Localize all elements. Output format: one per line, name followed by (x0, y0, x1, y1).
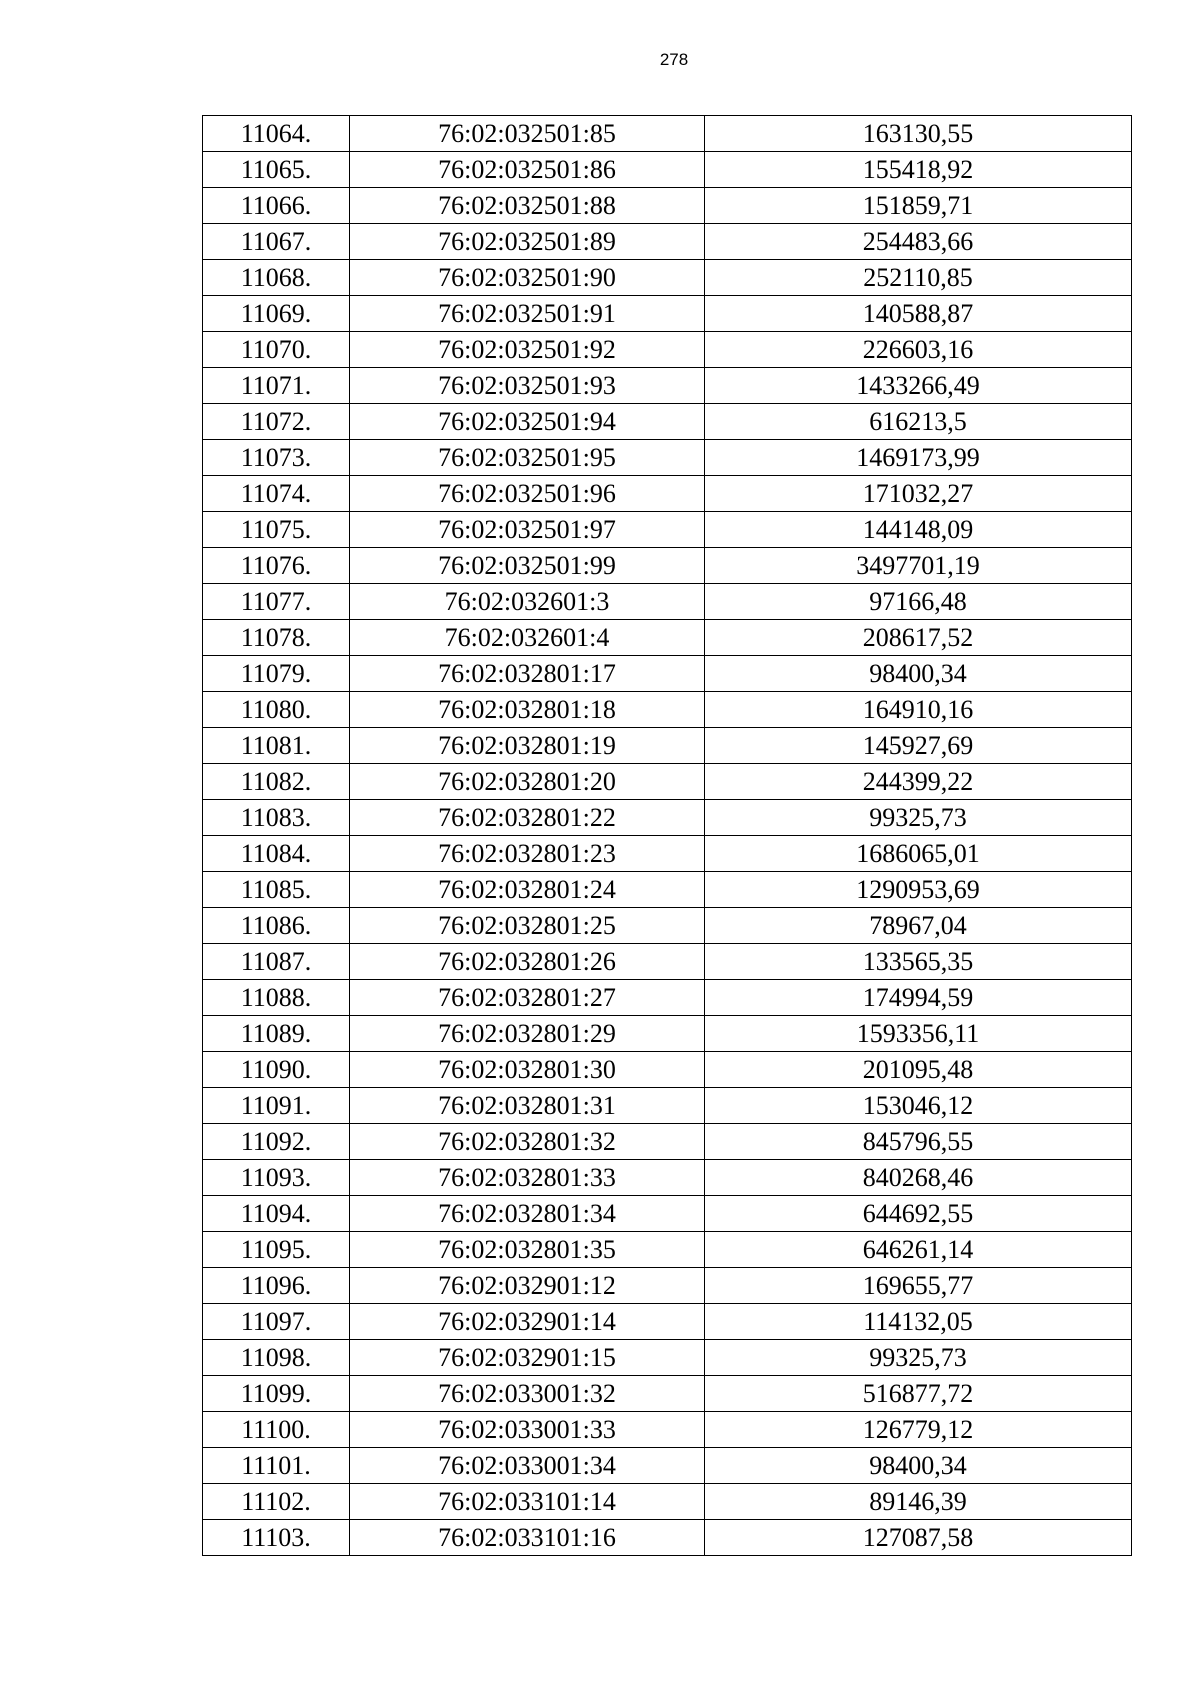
table-row (203, 224, 1132, 260)
value-cell: 164910,16 (705, 692, 1132, 728)
value-cell: 151859,71 (705, 188, 1132, 224)
value-cell: 126779,12 (705, 1412, 1132, 1448)
row-number-cell: 11091. (203, 1088, 350, 1124)
table-row (203, 1340, 1132, 1376)
page-number: 278 (659, 50, 689, 69)
value-cell: 133565,35 (705, 944, 1132, 980)
value-cell: 97166,48 (705, 584, 1132, 620)
value-cell: 155418,92 (705, 152, 1132, 188)
value-cell: 516877,72 (705, 1376, 1132, 1412)
value-cell: 89146,39 (705, 1484, 1132, 1520)
value-cell: 226603,16 (705, 332, 1132, 368)
cadastral-number-cell: 76:02:032801:26 (350, 944, 705, 980)
row-number-cell: 11080. (203, 692, 350, 728)
table-row (203, 1160, 1132, 1196)
value-cell: 1290953,69 (705, 872, 1132, 908)
cadastral-number-cell: 76:02:032501:90 (350, 260, 705, 296)
row-number-cell: 11079. (203, 656, 350, 692)
table-row (203, 548, 1132, 584)
cadastral-number-cell: 76:02:032801:31 (350, 1088, 705, 1124)
row-number-cell: 11074. (203, 476, 350, 512)
table-row (203, 692, 1132, 728)
row-number-cell: 11096. (203, 1268, 350, 1304)
value-cell: 99325,73 (705, 1340, 1132, 1376)
cadastral-number-cell: 76:02:032501:96 (350, 476, 705, 512)
row-number-cell: 11072. (203, 404, 350, 440)
table-row (203, 1448, 1132, 1484)
cadastral-number-cell: 76:02:032501:85 (350, 116, 705, 152)
value-cell: 3497701,19 (705, 548, 1132, 584)
cadastral-number-cell: 76:02:032601:3 (350, 584, 705, 620)
cadastral-number-cell: 76:02:032801:34 (350, 1196, 705, 1232)
value-cell: 252110,85 (705, 260, 1132, 296)
cadastral-number-cell: 76:02:032801:20 (350, 764, 705, 800)
value-cell: 163130,55 (705, 116, 1132, 152)
table-row (203, 1016, 1132, 1052)
value-cell: 1686065,01 (705, 836, 1132, 872)
value-cell: 99325,73 (705, 800, 1132, 836)
row-number-cell: 11099. (203, 1376, 350, 1412)
row-number-cell: 11102. (203, 1484, 350, 1520)
table-row (203, 1520, 1132, 1556)
table-row (203, 404, 1132, 440)
value-cell: 244399,22 (705, 764, 1132, 800)
row-number-cell: 11088. (203, 980, 350, 1016)
table-row (203, 836, 1132, 872)
cadastral-number-cell: 76:02:032801:35 (350, 1232, 705, 1268)
row-number-cell: 11076. (203, 548, 350, 584)
cadastral-number-cell: 76:02:033001:33 (350, 1412, 705, 1448)
value-cell: 169655,77 (705, 1268, 1132, 1304)
row-number-cell: 11071. (203, 368, 350, 404)
value-cell: 98400,34 (705, 1448, 1132, 1484)
cadastral-number-cell: 76:02:032801:27 (350, 980, 705, 1016)
value-cell: 114132,05 (705, 1304, 1132, 1340)
cadastral-number-cell: 76:02:032801:33 (350, 1160, 705, 1196)
table-row (203, 728, 1132, 764)
cadastral-table (202, 115, 1132, 1556)
cadastral-number-cell: 76:02:032801:24 (350, 872, 705, 908)
row-number-cell: 11070. (203, 332, 350, 368)
table-row (203, 440, 1132, 476)
table-row (203, 1052, 1132, 1088)
row-number-cell: 11073. (203, 440, 350, 476)
row-number-cell: 11083. (203, 800, 350, 836)
row-number-cell: 11075. (203, 512, 350, 548)
value-cell: 1469173,99 (705, 440, 1132, 476)
row-number-cell: 11089. (203, 1016, 350, 1052)
cadastral-number-cell: 76:02:032501:88 (350, 188, 705, 224)
table-row (203, 1484, 1132, 1520)
table-body (203, 116, 1132, 1556)
cadastral-number-cell: 76:02:033001:32 (350, 1376, 705, 1412)
table-row (203, 476, 1132, 512)
row-number-cell: 11064. (203, 116, 350, 152)
row-number-cell: 11092. (203, 1124, 350, 1160)
cadastral-number-cell: 76:02:032801:29 (350, 1016, 705, 1052)
value-cell: 98400,34 (705, 656, 1132, 692)
table-row (203, 764, 1132, 800)
table-row (203, 296, 1132, 332)
row-number-cell: 11077. (203, 584, 350, 620)
table-row (203, 656, 1132, 692)
row-number-cell: 11097. (203, 1304, 350, 1340)
row-number-cell: 11098. (203, 1340, 350, 1376)
cadastral-number-cell: 76:02:032801:18 (350, 692, 705, 728)
table-row (203, 1304, 1132, 1340)
cadastral-number-cell: 76:02:033101:14 (350, 1484, 705, 1520)
value-cell: 1433266,49 (705, 368, 1132, 404)
cadastral-number-cell: 76:02:032501:99 (350, 548, 705, 584)
value-cell: 840268,46 (705, 1160, 1132, 1196)
row-number-cell: 11101. (203, 1448, 350, 1484)
row-number-cell: 11087. (203, 944, 350, 980)
table-row (203, 332, 1132, 368)
cadastral-number-cell: 76:02:032901:15 (350, 1340, 705, 1376)
row-number-cell: 11103. (203, 1520, 350, 1556)
value-cell: 145927,69 (705, 728, 1132, 764)
row-number-cell: 11066. (203, 188, 350, 224)
row-number-cell: 11081. (203, 728, 350, 764)
table-row (203, 1124, 1132, 1160)
row-number-cell: 11078. (203, 620, 350, 656)
value-cell: 208617,52 (705, 620, 1132, 656)
row-number-cell: 11065. (203, 152, 350, 188)
table-row (203, 1376, 1132, 1412)
table-row (203, 584, 1132, 620)
value-cell: 845796,55 (705, 1124, 1132, 1160)
cadastral-number-cell: 76:02:032801:17 (350, 656, 705, 692)
table-row (203, 800, 1132, 836)
cadastral-number-cell: 76:02:032501:86 (350, 152, 705, 188)
value-cell: 144148,09 (705, 512, 1132, 548)
table-row (203, 980, 1132, 1016)
row-number-cell: 11067. (203, 224, 350, 260)
cadastral-number-cell: 76:02:032501:93 (350, 368, 705, 404)
row-number-cell: 11069. (203, 296, 350, 332)
row-number-cell: 11085. (203, 872, 350, 908)
value-cell: 78967,04 (705, 908, 1132, 944)
table-row (203, 620, 1132, 656)
value-cell: 174994,59 (705, 980, 1132, 1016)
cadastral-number-cell: 76:02:032501:91 (350, 296, 705, 332)
table-row (203, 908, 1132, 944)
cadastral-number-cell: 76:02:032501:94 (350, 404, 705, 440)
cadastral-number-cell: 76:02:033001:34 (350, 1448, 705, 1484)
row-number-cell: 11068. (203, 260, 350, 296)
row-number-cell: 11086. (203, 908, 350, 944)
value-cell: 201095,48 (705, 1052, 1132, 1088)
value-cell: 646261,14 (705, 1232, 1132, 1268)
value-cell: 644692,55 (705, 1196, 1132, 1232)
cadastral-number-cell: 76:02:032501:95 (350, 440, 705, 476)
row-number-cell: 11090. (203, 1052, 350, 1088)
cadastral-number-cell: 76:02:032801:25 (350, 908, 705, 944)
cadastral-number-cell: 76:02:032501:89 (350, 224, 705, 260)
cadastral-number-cell: 76:02:032501:97 (350, 512, 705, 548)
table-row (203, 1268, 1132, 1304)
value-cell: 254483,66 (705, 224, 1132, 260)
table-row (203, 152, 1132, 188)
row-number-cell: 11082. (203, 764, 350, 800)
row-number-cell: 11094. (203, 1196, 350, 1232)
table-row (203, 1196, 1132, 1232)
cadastral-number-cell: 76:02:032801:22 (350, 800, 705, 836)
table-row (203, 1088, 1132, 1124)
cadastral-number-cell: 76:02:032901:12 (350, 1268, 705, 1304)
value-cell: 140588,87 (705, 296, 1132, 332)
table-row (203, 1412, 1132, 1448)
value-cell: 171032,27 (705, 476, 1132, 512)
cadastral-number-cell: 76:02:032801:23 (350, 836, 705, 872)
row-number-cell: 11100. (203, 1412, 350, 1448)
row-number-cell: 11084. (203, 836, 350, 872)
cadastral-number-cell: 76:02:032801:19 (350, 728, 705, 764)
value-cell: 1593356,11 (705, 1016, 1132, 1052)
value-cell: 616213,5 (705, 404, 1132, 440)
table-row (203, 368, 1132, 404)
row-number-cell: 11095. (203, 1232, 350, 1268)
table-row (203, 872, 1132, 908)
table-row (203, 260, 1132, 296)
cadastral-number-cell: 76:02:032801:30 (350, 1052, 705, 1088)
cadastral-number-cell: 76:02:033101:16 (350, 1520, 705, 1556)
value-cell: 153046,12 (705, 1088, 1132, 1124)
cadastral-number-cell: 76:02:032501:92 (350, 332, 705, 368)
cadastral-number-cell: 76:02:032801:32 (350, 1124, 705, 1160)
table-row (203, 116, 1132, 152)
table-row (203, 1232, 1132, 1268)
value-cell: 127087,58 (705, 1520, 1132, 1556)
table-row (203, 944, 1132, 980)
cadastral-number-cell: 76:02:032601:4 (350, 620, 705, 656)
cadastral-number-cell: 76:02:032901:14 (350, 1304, 705, 1340)
table-row (203, 512, 1132, 548)
row-number-cell: 11093. (203, 1160, 350, 1196)
table-row (203, 188, 1132, 224)
